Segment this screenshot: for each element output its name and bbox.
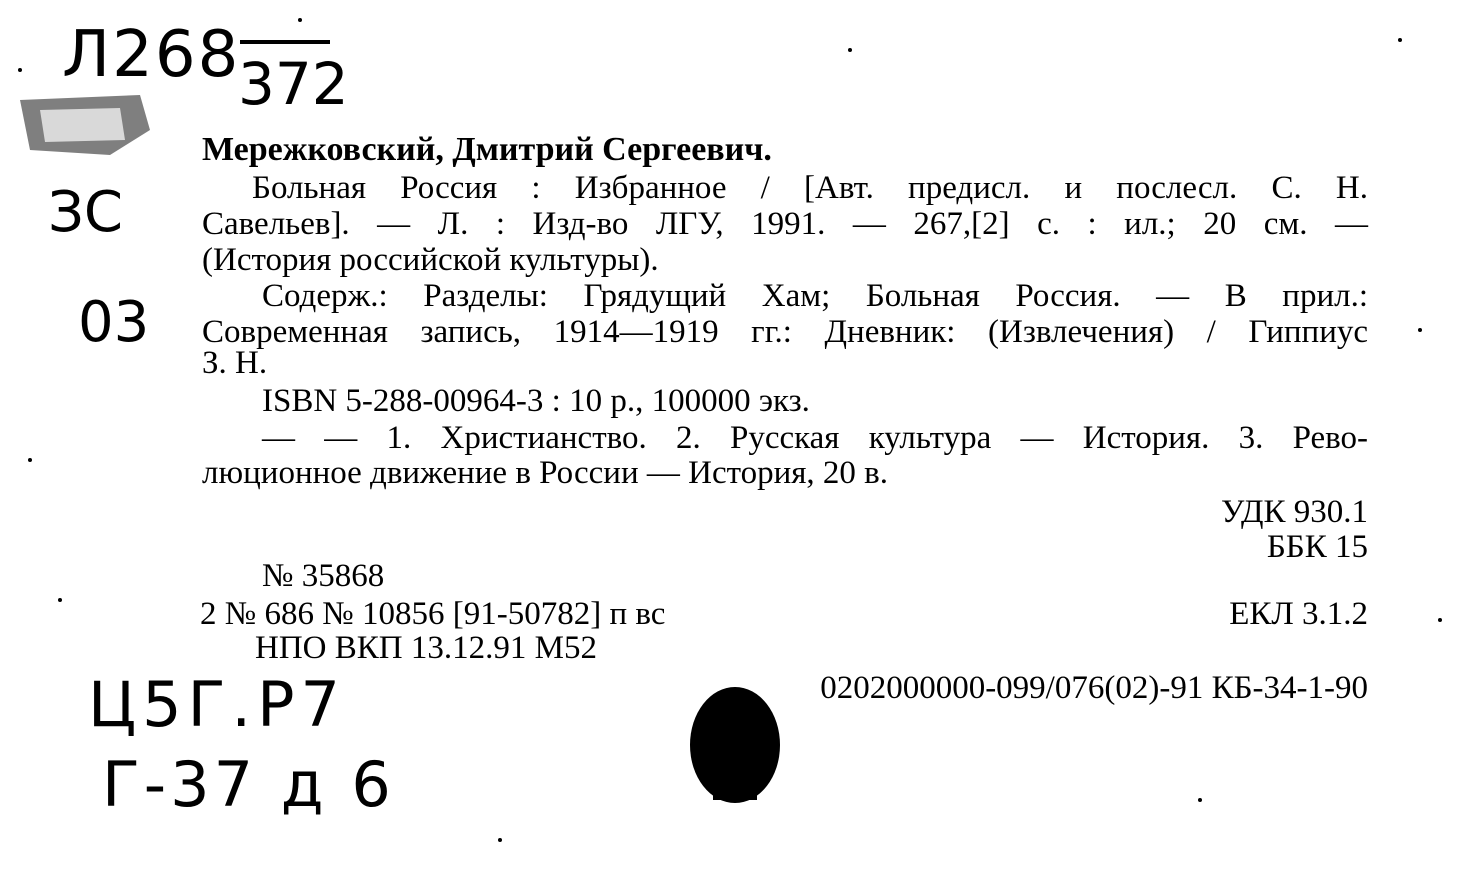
title-line-1: Больная Россия : Избранное / [Авт. предисл. и послесл. С. Н. — [252, 170, 1368, 206]
subjects-line-2: люционное движение в России — История, 20 в. — [202, 455, 889, 491]
udk-code: УДК 930.1 — [1220, 494, 1368, 530]
subjects-line-1: — — 1. Христианство. 2. Русская культура — История. 3. Рево- — [262, 420, 1368, 456]
contents-line-2: Современная запись, 1914—1919 гг.: Дневник: (Извлечения) / Гиппиус — [202, 314, 1368, 350]
bbk-code: ББК 15 — [1266, 529, 1368, 565]
code-line: 0202000000-099/076(02)-91 КБ-34-1-90 — [820, 670, 1368, 706]
shelf-mark-right: 372 — [238, 50, 349, 118]
npo-line: НПО ВКП 13.12.91 М52 — [255, 630, 597, 666]
author-heading: Мережковский, Дмитрий Сергеевич. — [202, 131, 772, 168]
call-number-1: Ц5Г.Р7 — [88, 668, 346, 741]
call-number-2: Г-37 д 6 — [102, 748, 395, 821]
contents-line-3: З. Н. — [202, 345, 268, 381]
isbn-line: ISBN 5-288-00964-3 : 10 р., 100000 экз. — [262, 383, 810, 419]
ekl-code: ЕКЛ 3.1.2 — [1229, 596, 1368, 632]
order-line: 2 № 686 № 10856 [91-50782] п вс — [200, 596, 666, 632]
shelf-mark-left: Л268 — [62, 18, 241, 92]
title-line-3: (История российской культуры). — [202, 242, 659, 278]
title-line-2: Савельев]. — Л. : Изд-во ЛГУ, 1991. — 267,[2] с. : ил.; 20 см. — — [202, 206, 1368, 242]
mark-3c: ЗС — [48, 180, 124, 245]
card-number: № 35868 — [262, 558, 385, 594]
contents-line-1: Содерж.: Разделы: Грядущий Хам; Больная Россия. — В прил.: — [262, 278, 1368, 314]
mark-03: 03 — [78, 290, 150, 355]
